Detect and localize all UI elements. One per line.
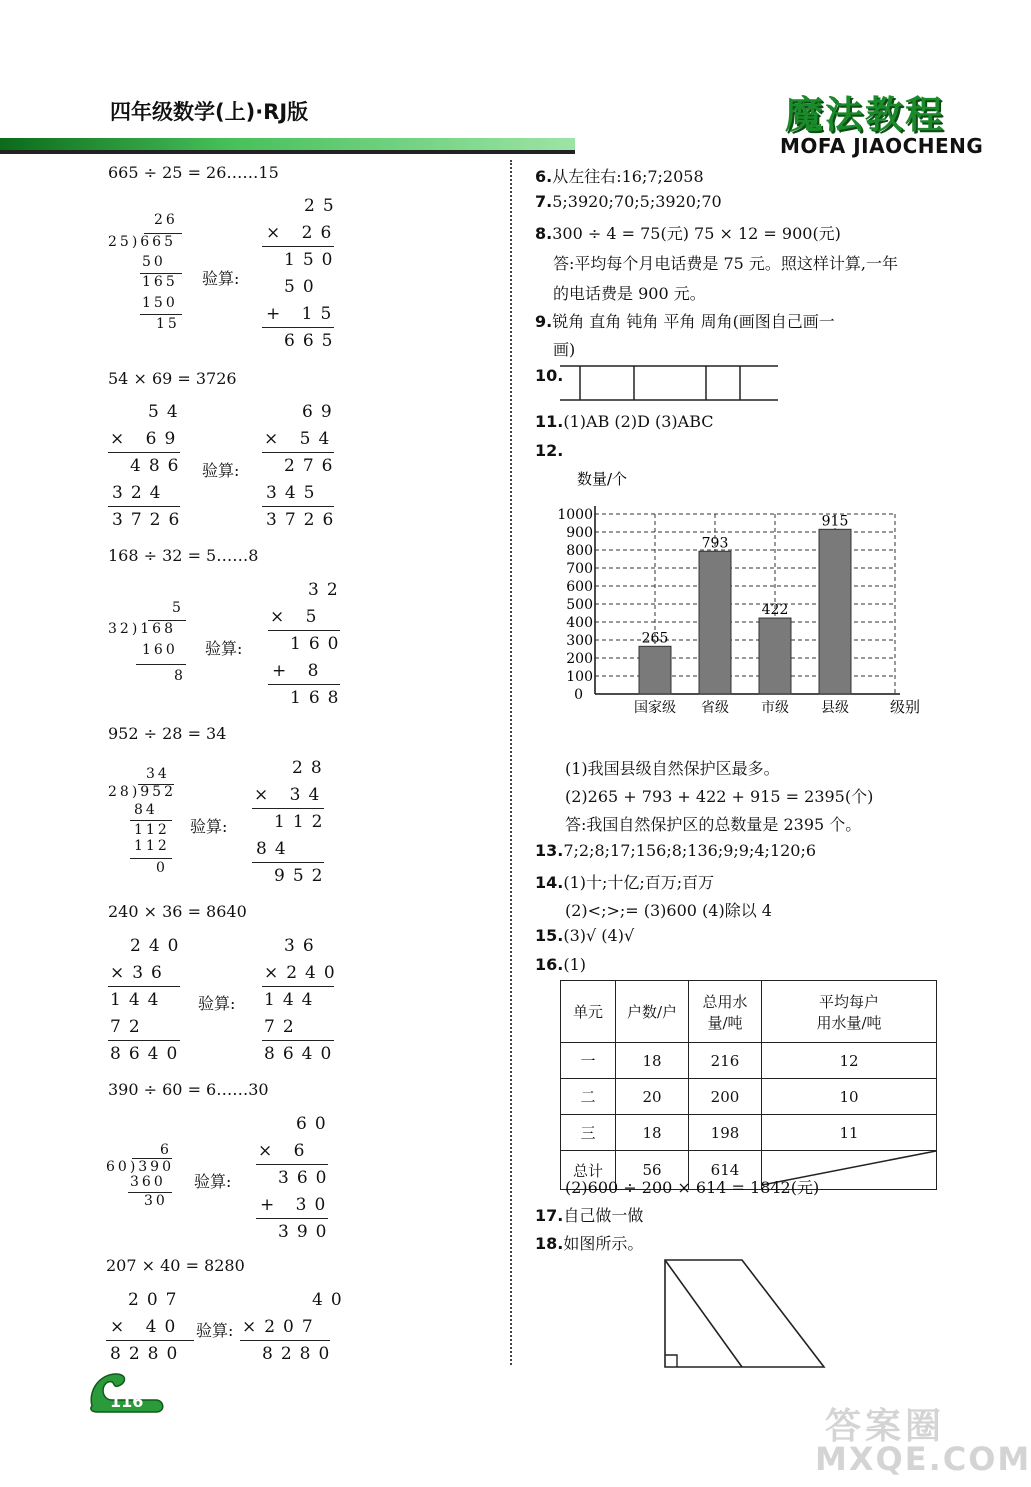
answer-12-number: 12. [535, 441, 564, 460]
x-tick-label: 省级 [701, 700, 729, 716]
trapezoid-drawing [660, 1255, 830, 1371]
answer-11: 11.(1)AB (2)D (3)ABC [535, 412, 714, 431]
table-row: 一 18 216 12 [561, 1043, 937, 1079]
brand-logo: 魔法教程 [785, 93, 946, 137]
answer-8-text-2: 的电话费是 900 元。 [553, 284, 706, 303]
table-header: 单元 [561, 981, 616, 1043]
y-tick-label: 1000 [557, 507, 593, 523]
book-title: 四年级数学(上)·RJ版 [110, 100, 309, 124]
answer-9: 9.锐角 直角 钝角 平角 周角(画图自己画一 [535, 312, 835, 331]
answer-12-conclusion: 答:我国自然保护区的总数量是 2395 个。 [565, 815, 862, 834]
y-tick-label: 800 [566, 543, 593, 559]
answer-13: 13.7;2;8;17;156;8;136;9;9;4;120;6 [535, 841, 817, 860]
equation-7: 207 × 40 = 8280 [106, 1256, 245, 1275]
answer-7: 7.5;3920;70;5;3920;70 [535, 192, 722, 211]
check-label: 验算: [198, 994, 236, 1013]
check-label: 验算: [190, 817, 228, 836]
water-usage-table [560, 980, 937, 1190]
y-axis-label: 数量/个 [577, 470, 628, 488]
bar [819, 529, 851, 694]
equation-6: 390 ÷ 60 = 6……30 [108, 1080, 269, 1099]
x-tick-label: 县级 [821, 700, 849, 716]
table-row: 三 18 198 11 [561, 1115, 937, 1151]
equation-4: 952 ÷ 28 = 34 [108, 724, 227, 743]
watermark-text: 答案圈 [825, 1406, 946, 1447]
brand-subtitle: MOFA JIAOCHENG [780, 134, 984, 158]
x-tick-label: 国家级 [634, 700, 676, 716]
y-tick-label: 400 [566, 615, 593, 631]
watermark-url: MXQE.COM [815, 1440, 1031, 1478]
check-label: 验算: [202, 269, 240, 288]
x-axis-label: 级别 [890, 698, 921, 716]
column-divider [510, 160, 512, 1365]
header-bar [0, 138, 575, 150]
answer-8: 8.300 ÷ 4 = 75(元) 75 × 12 = 900(元) [535, 224, 841, 243]
y-tick-label: 500 [566, 597, 593, 613]
bar [759, 618, 791, 694]
equation-5: 240 × 36 = 8640 [108, 902, 247, 921]
bar-value-label: 793 [701, 535, 729, 552]
header-bar-shadow [0, 150, 575, 154]
answer-14: 14.(1)十;十亿;百万;百万 [535, 873, 715, 892]
answer-12-text-2: (2)265 + 793 + 422 + 915 = 2395(个) [565, 787, 874, 806]
check-label: 验算: [196, 1321, 234, 1340]
equation-1: 665 ÷ 25 = 26……15 [108, 163, 279, 182]
y-tick-label: 600 [566, 579, 593, 595]
equation-3: 168 ÷ 32 = 5……8 [108, 546, 259, 565]
bar [699, 551, 731, 694]
answer-15: 15.(3)√ (4)√ [535, 926, 635, 945]
answer-6: 6.从左往右:16;7;2058 [535, 167, 704, 186]
table-row: 总计 56 614 [561, 1151, 937, 1190]
y-tick-label: 700 [566, 561, 593, 577]
bar-value-label: 422 [761, 602, 789, 619]
check-label: 验算: [194, 1172, 232, 1191]
y-tick-label: 0 [574, 687, 583, 703]
table-header: 户数/户 [616, 981, 689, 1043]
table-header: 平均每户 用水量/吨 [762, 981, 937, 1043]
answer-9-text-2: 画) [553, 340, 576, 359]
answer-10-drawing [560, 362, 780, 404]
bar-chart [545, 462, 935, 722]
page-number: 116 [110, 1392, 144, 1411]
bar [639, 646, 671, 694]
table-row: 二 20 200 10 [561, 1079, 937, 1115]
x-tick-label: 市级 [761, 700, 789, 716]
answer-16: 16.(1) [535, 955, 587, 974]
answer-12-text-1: (1)我国县级自然保护区最多。 [565, 759, 780, 778]
y-tick-label: 300 [566, 633, 593, 649]
answer-8-text-1: 答:平均每个月电话费是 75 元。照这样计算,一年 [553, 254, 899, 273]
answer-17: 17.自己做一做 [535, 1206, 644, 1225]
bar-value-label: 265 [641, 630, 669, 647]
answer-10-number: 10. [535, 366, 564, 385]
check-label: 验算: [202, 461, 240, 480]
answer-16-text-2: (2)600 ÷ 200 × 614 = 1842(元) [565, 1178, 820, 1197]
y-tick-label: 100 [566, 669, 593, 685]
table-header: 总用水 量/吨 [689, 981, 762, 1043]
bar-value-label: 915 [821, 513, 849, 530]
check-label: 验算: [205, 639, 243, 658]
y-tick-label: 900 [566, 525, 593, 541]
answer-18: 18.如图所示。 [535, 1234, 644, 1253]
y-tick-label: 200 [566, 651, 593, 667]
equation-2: 54 × 69 = 3726 [108, 369, 237, 388]
answer-14-text-2: (2)<;>;= (3)600 (4)除以 4 [565, 901, 772, 920]
